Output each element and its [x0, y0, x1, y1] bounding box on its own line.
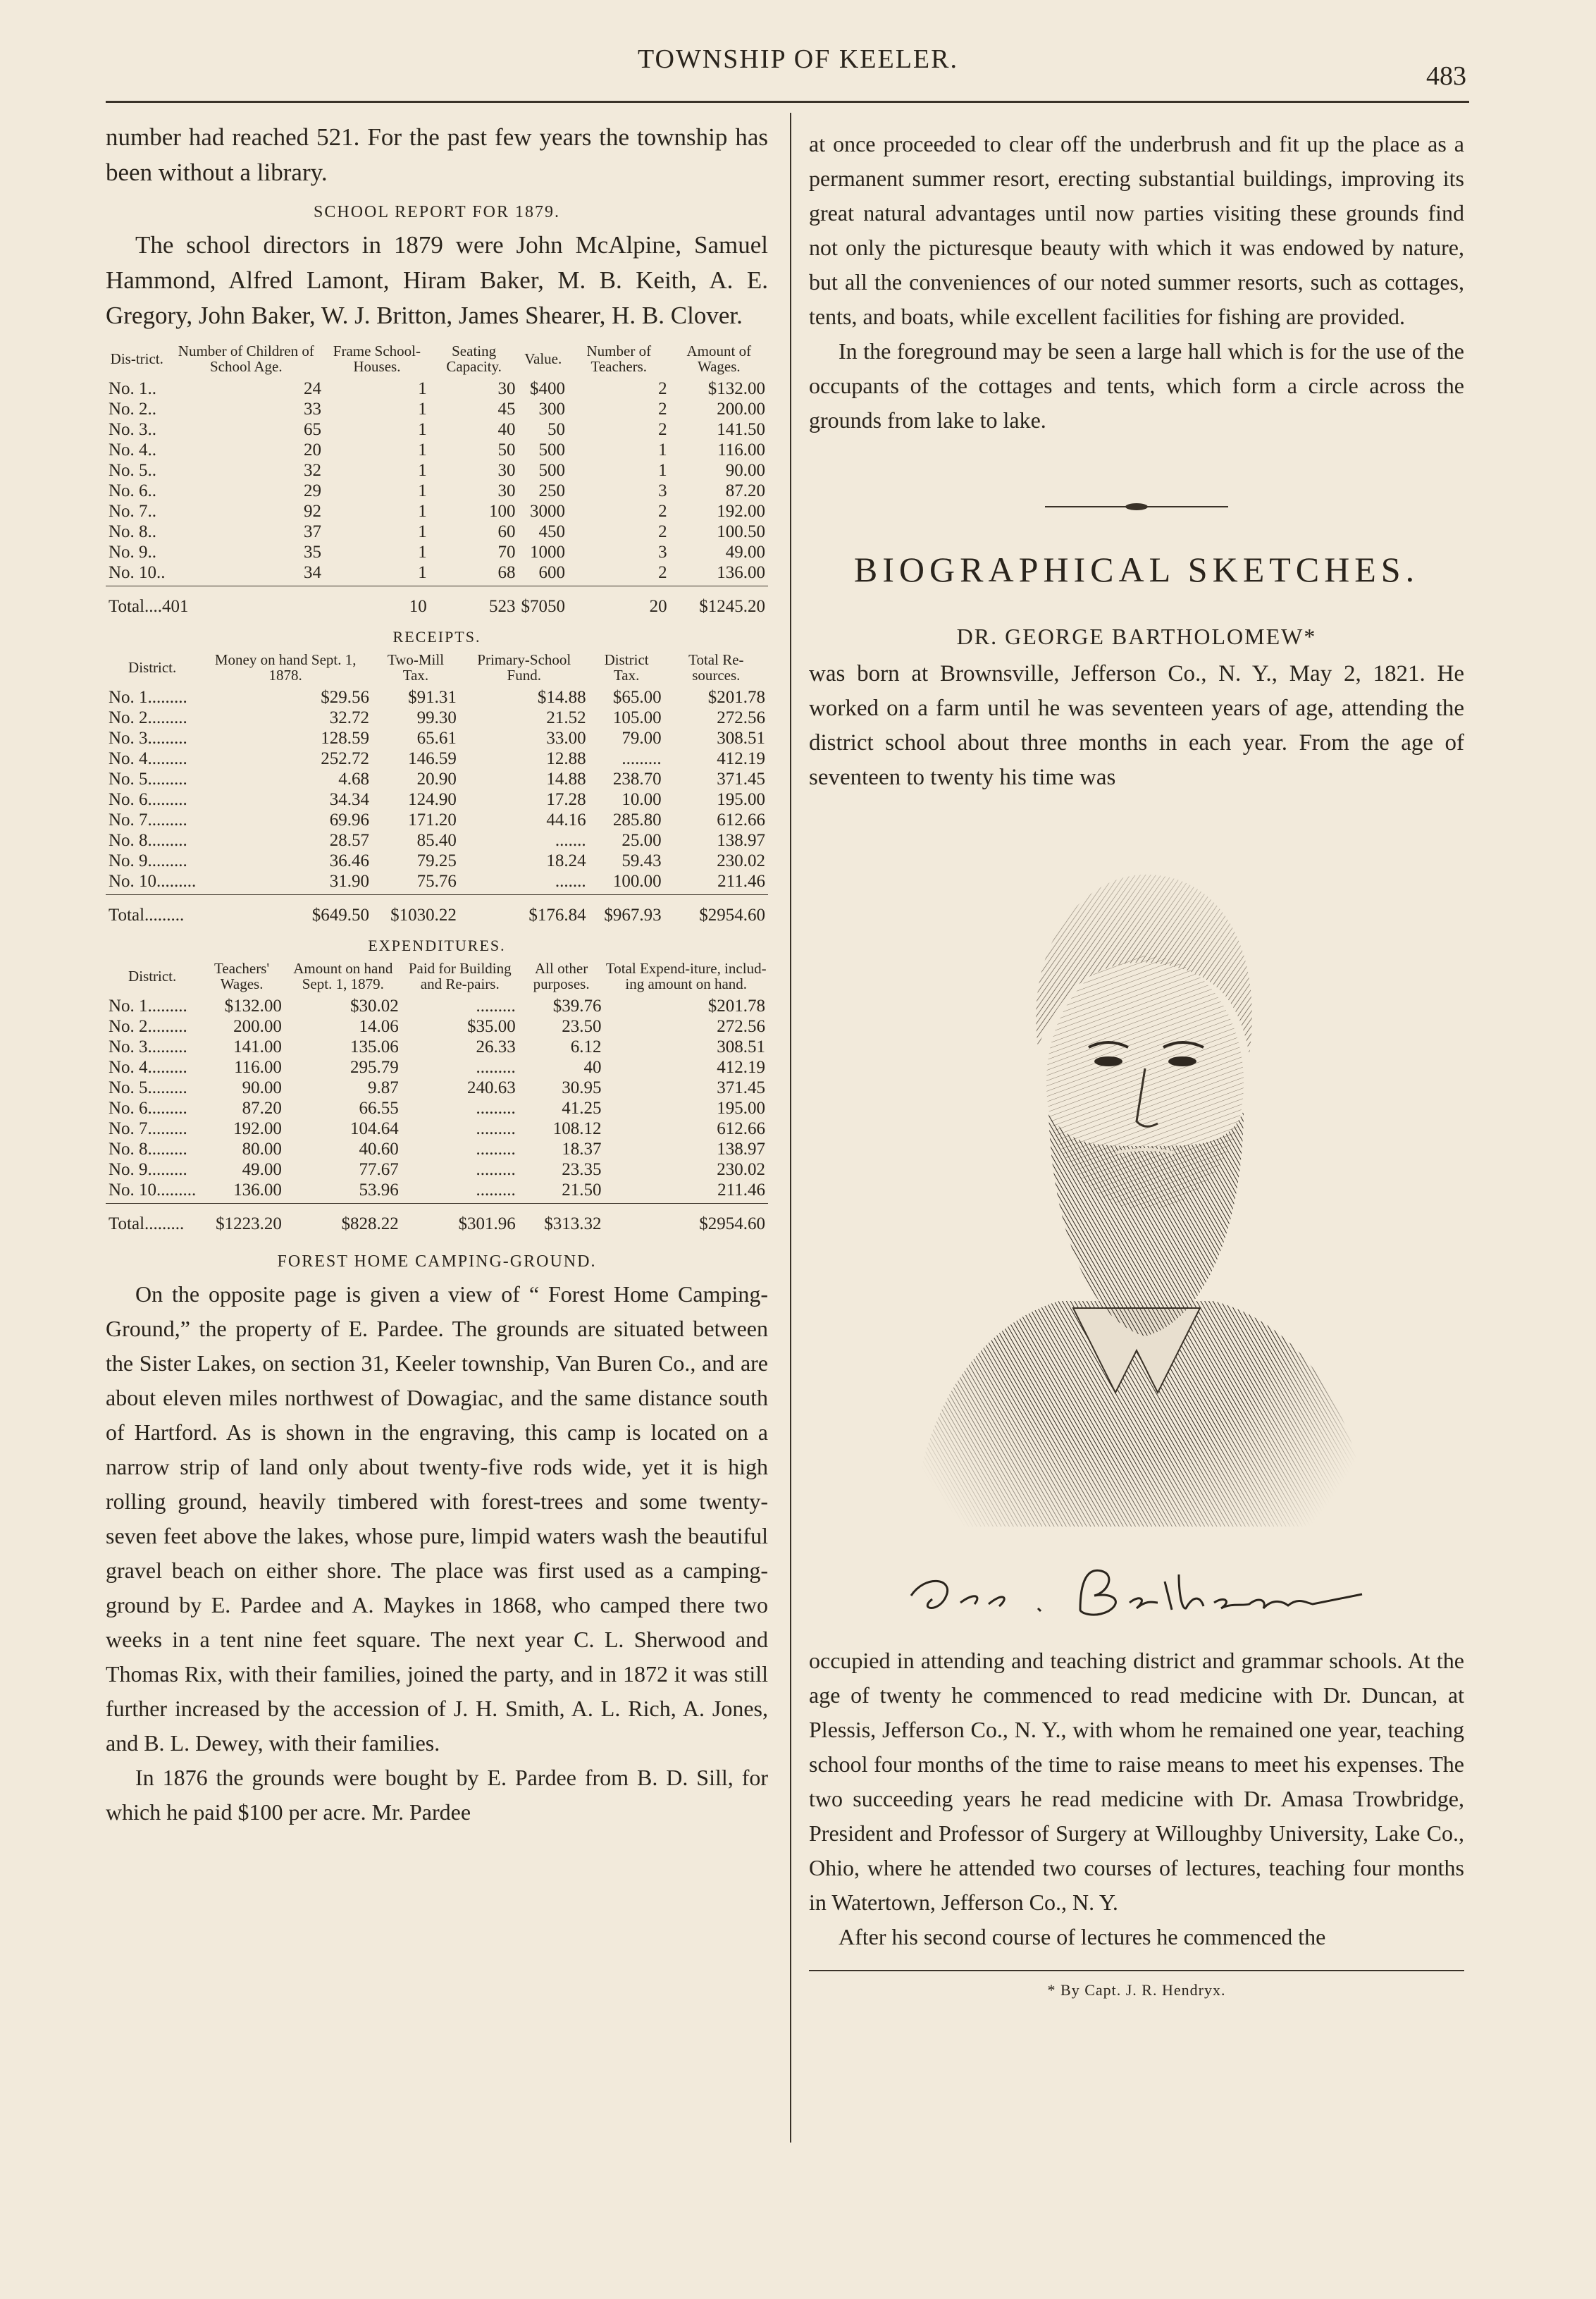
- table-cell: 1: [658, 440, 667, 460]
- school-report-heading: SCHOOL REPORT FOR 1879.: [314, 203, 560, 221]
- table-cell: 1: [418, 563, 427, 582]
- table-row: [106, 501, 768, 522]
- table-cell: 1: [418, 502, 427, 521]
- table-cell: 211.46: [717, 872, 765, 891]
- row-label: No. 7.........: [109, 1119, 187, 1138]
- row-label: No. 8..: [109, 522, 157, 541]
- table-cell: 612.66: [717, 810, 765, 830]
- table-cell: 12.88: [546, 749, 586, 768]
- table-cell: 32: [304, 461, 322, 480]
- total-cell: $828.22: [341, 1214, 399, 1233]
- row-label: No. 7..: [109, 502, 157, 521]
- table-cell: 85.40: [416, 831, 457, 850]
- table-cell: 59.43: [621, 851, 662, 870]
- school-directors-paragraph: The school directors in 1879 were John McAlpine, Samuel Hammond, Alfred Lamont, Hiram Baker, M. B. Keith, A. E. Gregory, John Baker, W. J. Britton, James Shearer, H. B. Clover.: [106, 231, 768, 329]
- table-cell: 116.00: [234, 1058, 282, 1077]
- right-column: [809, 127, 1464, 1999]
- row-label: No. 10.........: [109, 1181, 197, 1200]
- table-row: [106, 1118, 768, 1139]
- table-cell: 79.00: [621, 729, 662, 748]
- portrait-engraving: [883, 815, 1390, 1541]
- table-cell: 240.63: [467, 1078, 516, 1097]
- table-row: [106, 830, 768, 851]
- table-cell: 36.46: [329, 851, 370, 870]
- row-label: No. 2.........: [109, 1017, 187, 1036]
- row-label: No. 1.........: [109, 688, 187, 707]
- row-label: No. 5.........: [109, 770, 187, 789]
- table-cell: .........: [476, 1140, 516, 1159]
- total-cell: $313.32: [544, 1214, 602, 1233]
- table-cell: 200.00: [717, 400, 765, 419]
- table-cell: 6.12: [570, 1037, 602, 1056]
- table-row: [106, 996, 768, 1016]
- table-cell: 23.50: [562, 1017, 602, 1036]
- table-cell: $132.00: [224, 997, 282, 1016]
- table-cell: 69.96: [329, 810, 370, 830]
- forest-home-paragraph-2: In 1876 the grounds were bought by E. Pardee from B. D. Sill, for which he paid $100 per acre. Mr. Pardee: [106, 1765, 768, 1825]
- table-cell: 1: [418, 543, 427, 562]
- table-cell: 33.00: [546, 729, 586, 748]
- total-cell: $1245.20: [699, 597, 765, 616]
- table-cell: 28.57: [329, 831, 370, 850]
- table-row: [106, 708, 768, 728]
- table-row: [106, 1098, 768, 1118]
- table-row: [106, 851, 768, 871]
- table-cell: 600: [538, 563, 565, 582]
- table-cell: 40: [497, 420, 516, 439]
- subject-name: DR. GEORGE BARTHOLOMEW*: [956, 624, 1317, 649]
- table-cell: 30: [497, 379, 516, 398]
- expenditures-caption: EXPENDITURES.: [368, 937, 506, 954]
- table-header-row: [106, 343, 768, 378]
- table-cell: .........: [476, 1119, 516, 1138]
- table-cell: 146.59: [408, 749, 457, 768]
- total-cell: $1223.20: [216, 1214, 282, 1233]
- table-row: [106, 748, 768, 769]
- table-cell: 1: [418, 481, 427, 500]
- table-cell: 92: [304, 502, 322, 521]
- table-cell: 285.80: [612, 810, 662, 830]
- row-label: No. 9..: [109, 543, 157, 562]
- table-cell: 33: [304, 400, 322, 419]
- column-header: Two-Mill Tax.: [387, 651, 445, 684]
- row-label: No. 10.........: [109, 872, 197, 891]
- table-cell: 128.59: [321, 729, 370, 748]
- column-header: All other purposes.: [533, 960, 590, 992]
- table-cell: 105.00: [612, 708, 662, 727]
- table-cell: 77.67: [359, 1160, 399, 1179]
- column-header: District.: [128, 659, 177, 676]
- table-cell: 90.00: [242, 1078, 282, 1097]
- biography-paragraph-2: occupied in attending and teaching district and grammar schools. At the age of twenty he commenced to read medicine with Dr. Duncan, at Plessis, Jefferson Co., N. Y., with whom he remained one year, teaching school four months of the time to raise means to meet his expenses. The two succeeding years he read medicine with Dr. Amasa Trowbridge, President and Professor of Surgery at Willoughby University, Lake Co., Ohio, where he attended two courses of lectures, teaching four months in Watertown, Jefferson Co., N. Y.: [809, 1648, 1464, 1915]
- table-cell: 300: [538, 400, 565, 419]
- total-label: Total.........: [109, 1214, 185, 1233]
- table-cell: 49.00: [725, 543, 765, 562]
- table-cell: 14.88: [546, 770, 586, 789]
- table-cell: 9.87: [367, 1078, 399, 1097]
- table-cell: 60: [497, 522, 516, 541]
- table-row: [106, 542, 768, 562]
- column-divider: [790, 113, 791, 2143]
- table-cell: 108.12: [552, 1119, 602, 1138]
- column-header: Value.: [524, 350, 562, 367]
- table-cell: 65.61: [416, 729, 457, 748]
- total-row: [106, 895, 768, 926]
- row-label: No. 9.........: [109, 851, 187, 870]
- table-cell: $201.78: [707, 688, 765, 707]
- row-label: No. 8.........: [109, 1140, 187, 1159]
- table-cell: 68: [497, 563, 516, 582]
- column-header: Money on hand Sept. 1, 1878.: [214, 651, 357, 684]
- total-row: [106, 1204, 768, 1235]
- table-cell: 32.72: [329, 708, 370, 727]
- row-label: No. 8.........: [109, 831, 187, 850]
- table-cell: 79.25: [416, 851, 457, 870]
- total-cell: $7050: [521, 597, 565, 616]
- table-cell: 25.00: [621, 831, 662, 850]
- table-cell: 230.02: [717, 1160, 765, 1179]
- footnote: * By Capt. J. R. Hendryx.: [1047, 1981, 1226, 1999]
- table-cell: 49.00: [242, 1160, 282, 1179]
- table-cell: 34.34: [329, 790, 370, 809]
- column-header: Paid for Building and Re-pairs.: [408, 960, 512, 992]
- table-cell: 21.52: [546, 708, 586, 727]
- table-cell: .........: [476, 1099, 516, 1118]
- table-cell: 100.50: [717, 522, 765, 541]
- total-cell: 20: [649, 597, 667, 616]
- table-cell: 1: [418, 522, 427, 541]
- column-header: Frame School-Houses.: [333, 343, 421, 375]
- table-cell: 295.79: [349, 1058, 399, 1077]
- table-row: [106, 440, 768, 460]
- table-cell: 4.68: [338, 770, 370, 789]
- table-cell: 1: [658, 461, 667, 480]
- row-label: No. 5.........: [109, 1078, 187, 1097]
- table-cell: .........: [476, 1160, 516, 1179]
- row-label: No. 4.........: [109, 1058, 187, 1077]
- table-row: [106, 522, 768, 542]
- table-cell: $30.02: [349, 997, 399, 1016]
- total-cell: $176.84: [528, 906, 586, 925]
- column-header: Dis-trict.: [110, 350, 163, 367]
- table-row: [106, 562, 768, 583]
- table-cell: $400: [529, 379, 565, 398]
- table-cell: 21.50: [562, 1181, 602, 1200]
- row-label: No. 6.........: [109, 790, 187, 809]
- table-cell: 412.19: [717, 749, 765, 768]
- row-label: No. 2.........: [109, 708, 187, 727]
- table-cell: 500: [538, 461, 565, 480]
- table-cell: 2: [658, 379, 667, 398]
- table-cell: 87.20: [725, 481, 765, 500]
- receipts-table: [106, 652, 768, 925]
- table-row: [106, 769, 768, 789]
- table-cell: 2: [658, 502, 667, 521]
- total-cell: $1030.22: [390, 906, 457, 925]
- table-cell: 1: [418, 420, 427, 439]
- table-header-row: [106, 652, 768, 687]
- table-header-row: [106, 961, 768, 996]
- table-cell: 1: [418, 461, 427, 480]
- table-cell: 192.00: [233, 1119, 282, 1138]
- table-cell: 100: [488, 502, 516, 521]
- table-cell: .......: [555, 831, 586, 850]
- table-row: [106, 460, 768, 481]
- row-label: No. 3..: [109, 420, 157, 439]
- table-cell: 99.30: [416, 708, 457, 727]
- row-label: No. 1.........: [109, 997, 187, 1016]
- table-cell: 1: [418, 379, 427, 398]
- biography-paragraph: was born at Brownsville, Jefferson Co., N. Y., May 2, 1821. He worked on a farm until he was seventeen years of age, attending the district school about three months in each year. From the age of seventeen to twenty his time was: [809, 661, 1464, 790]
- column-header: Total Re-sources.: [688, 651, 744, 684]
- table-cell: 80.00: [242, 1140, 282, 1159]
- row-label: No. 5..: [109, 461, 157, 480]
- row-label: No. 2..: [109, 400, 157, 419]
- receipts-caption: RECEIPTS.: [392, 628, 481, 646]
- continuation-paragraph: at once proceeded to clear off the underbrush and fit up the place as a permanent summer resort, erecting substantial buildings, improving its great natural advantages until now parties visiting these grounds find not only the picturesque beauty with which it was endowed by nature, but all the conveniences of our noted summer resorts, such as cottages, tents, and boats, while excellent facilities for fishing are provided.: [809, 131, 1464, 329]
- total-cell: $301.96: [458, 1214, 516, 1233]
- table-cell: 70: [497, 543, 516, 562]
- table-cell: 136.00: [717, 563, 765, 582]
- column-header: District.: [128, 968, 177, 985]
- table-cell: 53.96: [359, 1181, 399, 1200]
- table-cell: 50: [497, 440, 516, 460]
- table-cell: 141.50: [717, 420, 765, 439]
- table-cell: .........: [621, 749, 662, 768]
- table-cell: $35.00: [467, 1017, 516, 1036]
- table-cell: $39.76: [552, 997, 602, 1016]
- table-cell: $91.31: [408, 688, 457, 707]
- table-cell: 3: [658, 543, 667, 562]
- row-label: No. 10..: [109, 563, 166, 582]
- total-label: Total....401: [109, 597, 189, 616]
- table-cell: 230.02: [717, 851, 765, 870]
- table-cell: 2: [658, 400, 667, 419]
- table-row: [106, 1139, 768, 1159]
- table-row: [106, 789, 768, 810]
- table-cell: 116.00: [717, 440, 765, 460]
- table-row: [106, 378, 768, 399]
- table-cell: 141.00: [233, 1037, 282, 1056]
- column-header: Primary-School Fund.: [477, 651, 571, 684]
- row-label: No. 1..: [109, 379, 157, 398]
- table-cell: 500: [538, 440, 565, 460]
- table-cell: 3000: [529, 502, 565, 521]
- table-cell: 1000: [529, 543, 565, 562]
- left-column: [106, 120, 768, 1830]
- table-cell: 18.37: [562, 1140, 602, 1159]
- table-cell: .......: [555, 872, 586, 891]
- table-cell: 24: [304, 379, 322, 398]
- total-cell: $967.93: [604, 906, 662, 925]
- row-label: No. 4.........: [109, 749, 187, 768]
- table-row: [106, 419, 768, 440]
- table-cell: 104.64: [349, 1119, 399, 1138]
- biography-paragraph-3: After his second course of lectures he commenced the: [839, 1924, 1326, 1949]
- column-header: Amount on hand Sept. 1, 1879.: [293, 960, 393, 992]
- table-cell: 138.97: [717, 831, 765, 850]
- table-cell: 30: [497, 461, 516, 480]
- row-label: No. 3.........: [109, 729, 187, 748]
- table-row: [106, 1159, 768, 1180]
- table-cell: $201.78: [707, 997, 765, 1016]
- column-header: Amount of Wages.: [686, 343, 752, 375]
- table-cell: 1: [418, 400, 427, 419]
- table-cell: 272.56: [717, 708, 765, 727]
- table-cell: $132.00: [707, 379, 765, 398]
- ornament-divider: [1045, 500, 1228, 514]
- table-row: [106, 1016, 768, 1037]
- table-cell: 124.90: [408, 790, 457, 809]
- table-cell: $14.88: [537, 688, 586, 707]
- table-cell: 450: [538, 522, 565, 541]
- table-cell: 412.19: [717, 1058, 765, 1077]
- table-cell: 252.72: [321, 749, 370, 768]
- total-cell: 523: [488, 597, 516, 616]
- table-cell: 23.35: [562, 1160, 602, 1179]
- table-cell: 135.06: [349, 1037, 399, 1056]
- row-label: No. 4..: [109, 440, 157, 460]
- row-label: No. 6..: [109, 481, 157, 500]
- table-cell: 29: [304, 481, 322, 500]
- table-cell: 195.00: [717, 790, 765, 809]
- intro-paragraph: number had reached 521. For the past few years the township has been without a library.: [106, 123, 768, 186]
- column-header: Number of Children of School Age.: [178, 343, 314, 375]
- forest-home-heading: FOREST HOME CAMPING-GROUND.: [277, 1252, 597, 1271]
- table-cell: 1: [418, 440, 427, 460]
- table-cell: 66.55: [359, 1099, 399, 1118]
- table-cell: $65.00: [612, 688, 662, 707]
- total-cell: 10: [409, 597, 427, 616]
- table-cell: 250: [538, 481, 565, 500]
- table-cell: 14.06: [359, 1017, 399, 1036]
- table-cell: 40.60: [359, 1140, 399, 1159]
- table-cell: 371.45: [717, 1078, 765, 1097]
- column-header: District Tax.: [604, 651, 649, 684]
- total-cell: $649.50: [311, 906, 370, 925]
- table-cell: 17.28: [546, 790, 586, 809]
- table-cell: 138.97: [717, 1140, 765, 1159]
- table-cell: 20: [304, 440, 322, 460]
- table-cell: 35: [304, 543, 322, 562]
- table-cell: 612.66: [717, 1119, 765, 1138]
- column-header: Total Expend-iture, includ-ing amount on hand.: [605, 960, 767, 992]
- table-cell: 34: [304, 563, 322, 582]
- row-label: No. 6.........: [109, 1099, 187, 1118]
- table-cell: 50: [547, 420, 565, 439]
- table-cell: 18.24: [546, 851, 586, 870]
- total-cell: $2954.60: [699, 906, 765, 925]
- row-label: No. 3.........: [109, 1037, 187, 1056]
- table-cell: 2: [658, 563, 667, 582]
- table-cell: 41.25: [562, 1099, 602, 1118]
- table-row: [106, 399, 768, 419]
- running-title: TOWNSHIP OF KEELER.: [638, 44, 958, 74]
- column-header: Seating Capacity.: [446, 343, 502, 375]
- table-cell: $29.56: [321, 688, 370, 707]
- row-label: No. 7.........: [109, 810, 187, 830]
- table-cell: 272.56: [717, 1017, 765, 1036]
- handwritten-signature: [869, 1553, 1404, 1624]
- table-row: [106, 1037, 768, 1057]
- total-row: [106, 586, 768, 617]
- table-cell: 308.51: [717, 1037, 765, 1056]
- table-row: [106, 1057, 768, 1078]
- table-cell: 308.51: [717, 729, 765, 748]
- table-cell: 238.70: [612, 770, 662, 789]
- table-cell: 65: [304, 420, 322, 439]
- table-cell: 200.00: [233, 1017, 282, 1036]
- table-cell: 30.95: [562, 1078, 602, 1097]
- table-cell: 37: [304, 522, 322, 541]
- table-cell: 87.20: [242, 1099, 282, 1118]
- table-row: [106, 481, 768, 501]
- expenditures-table: [106, 961, 768, 1234]
- table-cell: 40: [583, 1058, 602, 1077]
- table-cell: .........: [476, 997, 516, 1016]
- table-row: [106, 728, 768, 748]
- table-cell: 171.20: [408, 810, 457, 830]
- table-cell: 100.00: [612, 872, 662, 891]
- column-header: Teachers' Wages.: [214, 960, 270, 992]
- table-cell: 2: [658, 420, 667, 439]
- section-title: BIOGRAPHICAL SKETCHES.: [853, 550, 1420, 589]
- school-report-table: [106, 343, 768, 617]
- table-cell: .........: [476, 1058, 516, 1077]
- table-row: [106, 1078, 768, 1098]
- column-header: Number of Teachers.: [586, 343, 652, 375]
- table-cell: 90.00: [725, 461, 765, 480]
- table-row: [106, 1180, 768, 1200]
- table-cell: 10.00: [621, 790, 662, 809]
- table-cell: 31.90: [329, 872, 370, 891]
- table-cell: 371.45: [717, 770, 765, 789]
- header-rule: [106, 101, 1469, 103]
- table-cell: 20.90: [416, 770, 457, 789]
- table-cell: 192.00: [717, 502, 765, 521]
- table-cell: 44.16: [546, 810, 586, 830]
- table-cell: 2: [658, 522, 667, 541]
- table-cell: 211.46: [717, 1181, 765, 1200]
- forest-home-paragraph: On the opposite page is given a view of “ Forest Home Camping-Ground,” the property of E. Pardee. The grounds are situated between the Sister Lakes, on section 31, Keeler township, Van Buren Co., and are about eleven miles northwest of Dowagiac, and the same distance south of Hartford. As is shown in the engraving, this camp is located on a narrow strip of land only about twenty-five rods wide, yet it is high rolling ground, heavily timbered with forest-trees and some twenty-seven feet above the lakes, whose pure, limpid waters wash the beautiful gravel beach on either shore. The place was first used as a camping-ground by E. Pardee and A. Maykes in 1868, who camped there two weeks in a tent nine feet square. The next year C. L. Sherwood and Thomas Rix, with their families, joined the party, and in 1872 it was still further increased by the accession of J. H. Smith, A. L. Rich, A. Jones, and B. L. Dewey, with their families.: [106, 1281, 768, 1756]
- table-cell: 30: [497, 481, 516, 500]
- table-row: [106, 810, 768, 830]
- table-row: [106, 687, 768, 708]
- total-label: Total.........: [109, 906, 185, 925]
- table-cell: 3: [658, 481, 667, 500]
- table-row: [106, 871, 768, 892]
- table-cell: 195.00: [717, 1099, 765, 1118]
- footnote-rule: [809, 1970, 1464, 1971]
- page-number: 483: [1426, 61, 1466, 91]
- row-label: No. 9.........: [109, 1160, 187, 1179]
- table-cell: 26.33: [476, 1037, 516, 1056]
- table-cell: 45: [497, 400, 516, 419]
- total-cell: $2954.60: [699, 1214, 765, 1233]
- table-cell: .........: [476, 1181, 516, 1200]
- table-cell: 136.00: [233, 1181, 282, 1200]
- table-cell: 75.76: [416, 872, 457, 891]
- continuation-paragraph-2: In the foreground may be seen a large hall which is for the use of the occupants of the cottages and tents, which form a circle across the grounds from lake to lake.: [809, 338, 1464, 433]
